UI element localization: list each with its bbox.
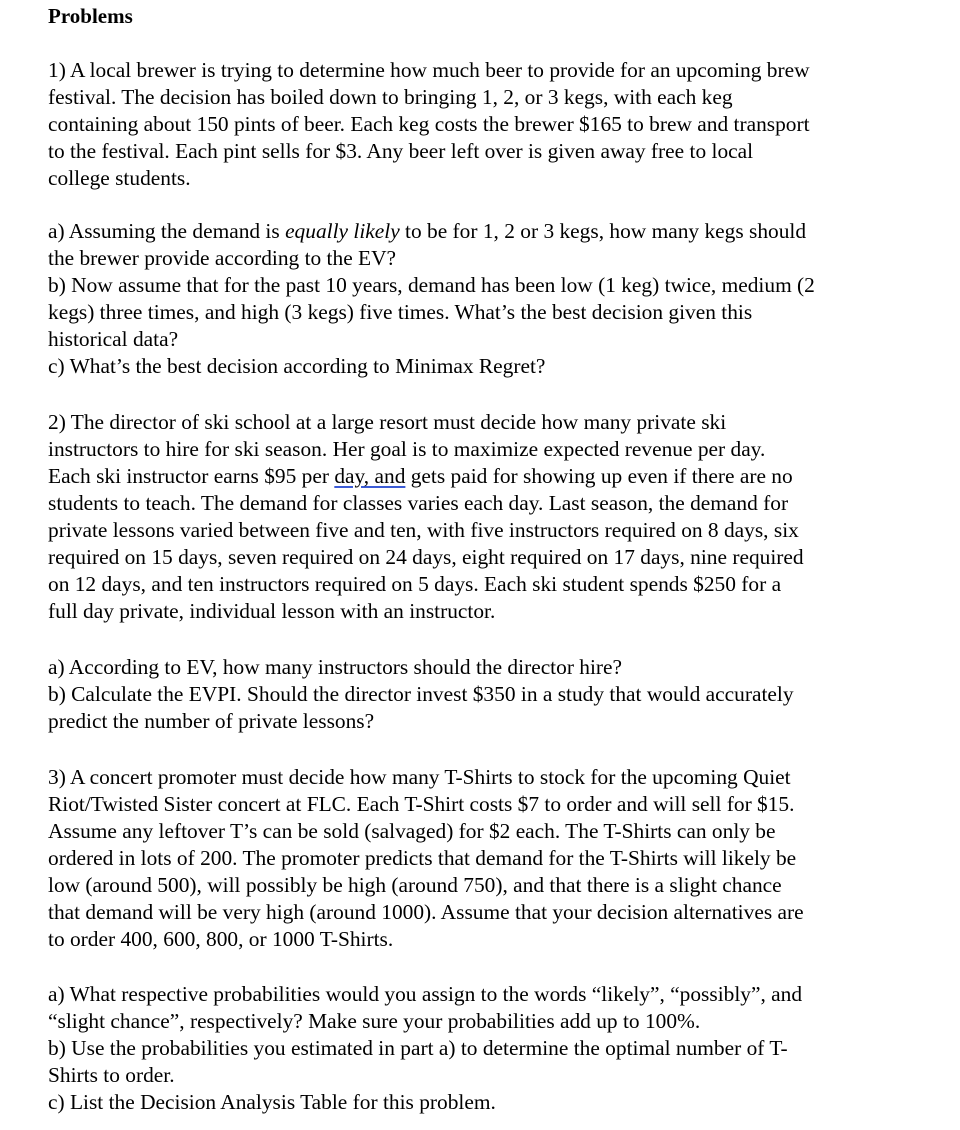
text-line: to order 400, 600, 800, or 1000 T-Shirts. xyxy=(48,927,394,951)
text-line: c) List the Decision Analysis Table for this problem. xyxy=(48,1090,496,1114)
problem-3-statement xyxy=(48,764,928,953)
text-line: containing about 150 pints of beer. Each keg costs the brewer $165 to brew and transport xyxy=(48,112,810,136)
problem-3-questions xyxy=(48,981,928,1116)
problem-2-questions xyxy=(48,654,928,735)
section-heading: Problems xyxy=(48,4,133,28)
text-line: a) According to EV, how many instructors should the director hire? xyxy=(48,655,623,679)
text-run: to be for 1, 2 or 3 kegs, how many kegs should xyxy=(399,219,807,243)
text-run: gets paid for showing up even if there are no xyxy=(405,464,793,488)
text-line: b) Now assume that for the past 10 years, demand has been low (1 keg) twice, medium (2 xyxy=(48,273,815,297)
text-line: historical data? xyxy=(48,327,179,351)
text-run: a) Assuming the demand is xyxy=(48,219,286,243)
text-line: c) What’s the best decision according to Minimax Regret? xyxy=(48,354,546,378)
text-line: instructors to hire for ski season. Her goal is to maximize expected revenue per day. xyxy=(48,437,766,461)
text-line: b) Calculate the EVPI. Should the director invest $350 in a study that would accurately xyxy=(48,682,794,706)
text-run: Each ski instructor earns $95 per xyxy=(48,464,335,488)
text-line: Riot/Twisted Sister concert at FLC. Each T-Shirt costs $7 to order and will sell for $15. xyxy=(48,792,795,816)
text-line: full day private, individual lesson with an instructor. xyxy=(48,599,496,623)
text-line: kegs) three times, and high (3 kegs) five times. What’s the best decision given this xyxy=(48,300,753,324)
text-line: 2) The director of ski school at a large resort must decide how many private ski xyxy=(48,410,727,434)
problem-2-statement xyxy=(48,409,928,625)
text-line-with-grammar-mark xyxy=(48,463,928,490)
text-line: to the festival. Each pint sells for $3. Any beer left over is given away free to local xyxy=(48,139,754,163)
text-line: predict the number of private lessons? xyxy=(48,709,375,733)
text-line: that demand will be very high (around 1000). Assume that your decision alternatives are xyxy=(48,900,804,924)
emphasized-text: equally likely xyxy=(285,219,400,243)
grammar-check-underline[interactable]: day, and xyxy=(334,464,406,488)
text-line: students to teach. The demand for classes varies each day. Last season, the demand for xyxy=(48,491,789,515)
problem-1-statement xyxy=(48,57,928,192)
text-line: the brewer provide according to the EV? xyxy=(48,246,397,270)
text-line: 3) A concert promoter must decide how many T-Shirts to stock for the upcoming Quiet xyxy=(48,765,791,789)
problem-1-questions xyxy=(48,218,928,380)
text-line: “slight chance”, respectively? Make sure your probabilities add up to 100%. xyxy=(48,1009,701,1033)
text-line: festival. The decision has boiled down to bringing 1, 2, or 3 kegs, with each keg xyxy=(48,85,733,109)
text-line: a) What respective probabilities would you assign to the words “likely”, “possibly”, and xyxy=(48,982,803,1006)
text-line: Assume any leftover T’s can be sold (salvaged) for $2 each. The T-Shirts can only be xyxy=(48,819,776,843)
text-line: on 12 days, and ten instructors required on 5 days. Each ski student spends $250 for a xyxy=(48,572,782,596)
text-line: private lessons varied between five and ten, with five instructors required on 8 days, six xyxy=(48,518,799,542)
text-line: college students. xyxy=(48,166,191,190)
text-line: ordered in lots of 200. The promoter predicts that demand for the T-Shirts will likely be xyxy=(48,846,797,870)
text-line: required on 15 days, seven required on 24 days, eight required on 17 days, nine required xyxy=(48,545,804,569)
text-line: Shirts to order. xyxy=(48,1063,175,1087)
text-line: b) Use the probabilities you estimated in part a) to determine the optimal number of T- xyxy=(48,1036,788,1060)
question-a-line xyxy=(48,218,928,245)
text-line: 1) A local brewer is trying to determine how much beer to provide for an upcoming brew xyxy=(48,58,810,82)
text-line: low (around 500), will possibly be high (around 750), and that there is a slight chance xyxy=(48,873,782,897)
